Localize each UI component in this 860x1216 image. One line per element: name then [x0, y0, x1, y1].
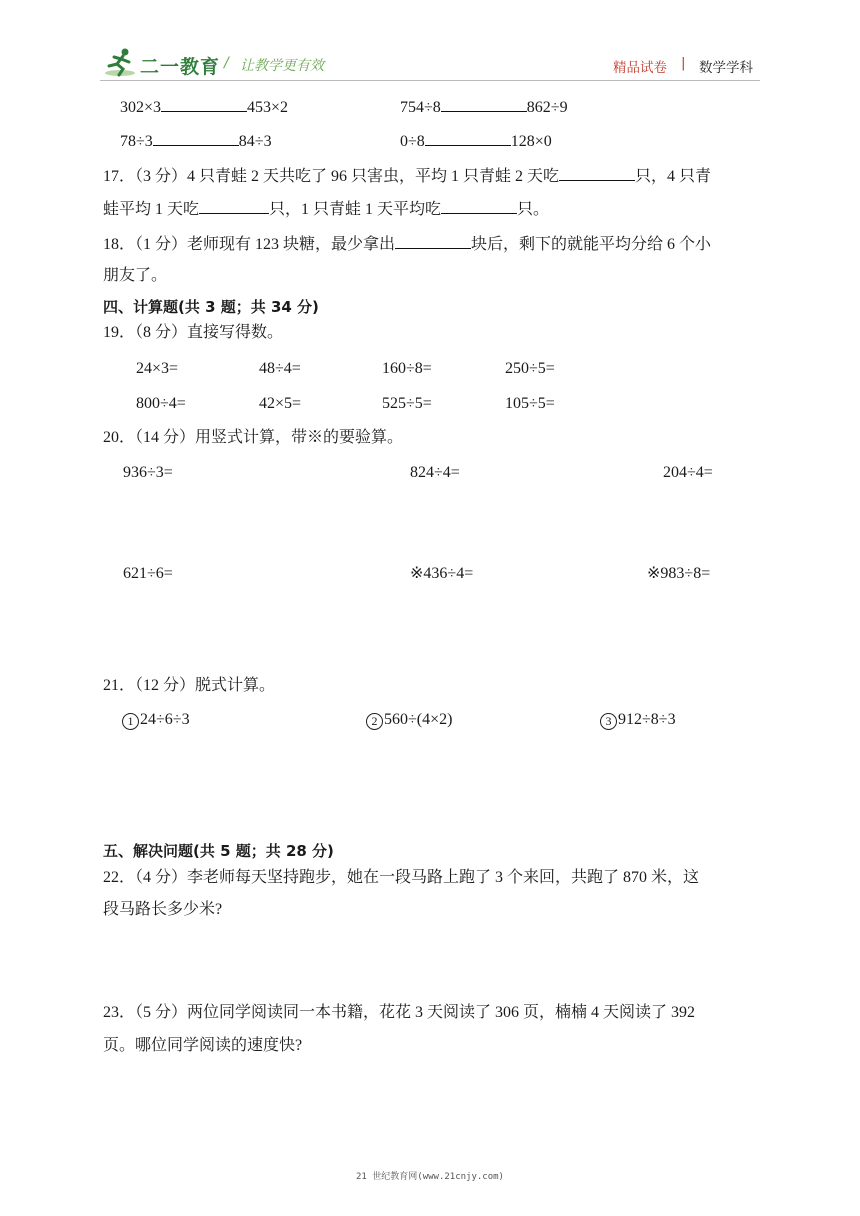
- question-text: 只，4 只青: [635, 168, 712, 185]
- expression: 78÷3: [120, 133, 153, 150]
- question-text: 只，1 只青蛙 1 天平均吃: [269, 201, 442, 218]
- expression: 128×0: [510, 133, 552, 150]
- stepwise-calc-item: [366, 710, 452, 730]
- oral-calc-item: 250÷5=: [505, 360, 555, 377]
- expression: 84÷3: [238, 133, 272, 150]
- oral-calc-item: 48÷4=: [259, 360, 301, 377]
- expression: 862÷9: [526, 99, 568, 116]
- question-text: 蛙平均 1 天吃: [103, 201, 200, 218]
- question-18-line-2: 朋友了。: [103, 267, 168, 284]
- expression: 754÷8: [400, 99, 441, 116]
- expression: 0÷8: [400, 133, 425, 150]
- circled-number: 2: [366, 713, 383, 730]
- header-label: 精品试卷: [613, 60, 667, 76]
- vertical-calc-item: ※436÷4=: [410, 565, 474, 582]
- question-text: 17．（3 分）4 只青蛙 2 天共吃了 96 只害虫，平均 1 只青蛙 2 天吃: [103, 168, 560, 185]
- question-22-line-1: 22．（4 分）李老师每天坚持跑步，她在一段马路上跑了 3 个来回，共跑了 870 米，这: [103, 869, 700, 886]
- vertical-calc-item: 824÷4=: [410, 464, 460, 481]
- vertical-calc-item: ※983÷8=: [647, 565, 711, 582]
- logo-text: 二一教育: [140, 56, 221, 78]
- answer-blank[interactable]: [425, 131, 511, 146]
- question-23-line-1: 23．（5 分）两位同学阅读同一本书籍，花花 3 天阅读了 306 页，楠楠 4 天阅读了 392: [103, 1004, 696, 1021]
- header-subject: 数学学科: [699, 60, 753, 76]
- section-4-heading: 四、计算题(共 3 题；共 34 分): [103, 298, 319, 316]
- stepwise-calc-item: [600, 710, 676, 730]
- question-18-line-1: [103, 234, 711, 255]
- oral-calc-item: 800÷4=: [136, 395, 186, 412]
- oral-calc-item: 160÷8=: [382, 360, 432, 377]
- answer-blank[interactable]: [559, 166, 635, 181]
- answer-blank[interactable]: [441, 97, 527, 112]
- question-21-title: 21．（12 分）脱式计算。: [103, 677, 276, 694]
- answer-blank[interactable]: [161, 97, 247, 112]
- oral-calc-item: 24×3=: [136, 360, 179, 377]
- expression: 560÷(4×2): [384, 711, 453, 728]
- question-23-line-2: 页。哪位同学阅读的速度快?: [103, 1037, 303, 1054]
- expression: 24÷6÷3: [140, 711, 190, 728]
- question-17-line-2: [103, 199, 549, 220]
- expression: 912÷8÷3: [618, 711, 676, 728]
- vertical-calc-item: 621÷6=: [123, 565, 173, 582]
- vertical-calc-item: 936÷3=: [123, 464, 173, 481]
- oral-calc-item: 525÷5=: [382, 395, 432, 412]
- question-text: 只。: [517, 201, 550, 218]
- comparison-row-1: [120, 97, 288, 118]
- question-19-title: 19．（8 分）直接写得数。: [103, 324, 284, 341]
- header-rule: [100, 80, 760, 81]
- question-text: 18．（1 分）老师现有 123 块糖，最少拿出: [103, 236, 396, 253]
- oral-calc-item: 105÷5=: [505, 395, 555, 412]
- expression: 453×2: [247, 99, 289, 116]
- question-20-title: 20．（14 分）用竖式计算，带※的要验算。: [103, 429, 404, 446]
- header-slash: /: [224, 55, 229, 71]
- slogan: 让教学更有效: [240, 58, 324, 74]
- question-text: 块后，剩下的就能平均分给 6 个小: [471, 236, 712, 253]
- stepwise-calc-item: [122, 710, 190, 730]
- question-22-line-2: 段马路长多少米?: [103, 901, 223, 918]
- running-figure-logo-icon: [103, 46, 139, 78]
- circled-number: 3: [600, 713, 617, 730]
- circled-number: 1: [122, 713, 139, 730]
- answer-blank[interactable]: [395, 234, 471, 249]
- question-17-line-1: [103, 166, 711, 187]
- comparison-row-2b: [400, 131, 552, 152]
- answer-blank[interactable]: [441, 199, 517, 214]
- expression: 302×3: [120, 99, 162, 116]
- vertical-calc-item: 204÷4=: [663, 464, 713, 481]
- oral-calc-item: 42×5=: [259, 395, 302, 412]
- answer-blank[interactable]: [199, 199, 269, 214]
- comparison-row-2: [120, 131, 272, 152]
- header-separator: |: [681, 55, 686, 71]
- comparison-row-1b: [400, 97, 568, 118]
- page-footer: 21 世纪教育网(www.21cnjy.com): [356, 1172, 504, 1182]
- section-5-heading: 五、解决问题(共 5 题；共 28 分): [103, 842, 334, 860]
- answer-blank[interactable]: [153, 131, 239, 146]
